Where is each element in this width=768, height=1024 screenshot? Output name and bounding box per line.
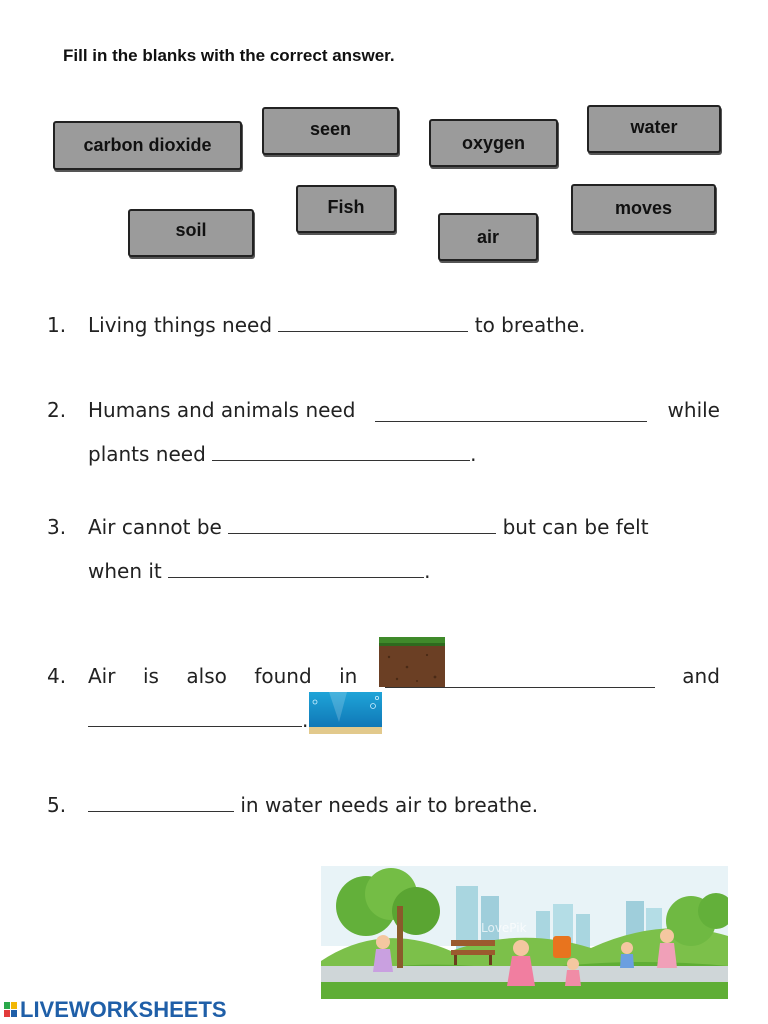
word-chip-carbon-dioxide[interactable]: carbon dioxide [53,121,242,170]
instruction-text: Fill in the blanks with the correct answer. [63,46,395,65]
question-2-line-1 [88,398,720,422]
answer-blank-5[interactable] [88,793,234,812]
logo-text: LIVEWORKSHEETS [20,997,227,1022]
soil-image [379,637,445,687]
question-text: plants need [88,442,206,466]
question-text: . [424,559,431,583]
question-number: 4. [47,664,67,688]
question-text: in water needs air to breathe. [240,793,539,817]
question-text: Air cannot be [88,515,222,539]
question-5 [88,793,538,817]
question-1 [88,313,585,337]
word-chip-moves[interactable]: moves [571,184,716,233]
answer-blank-4b[interactable] [88,708,302,727]
question-number: 2. [47,398,67,422]
question-text: also [186,664,227,688]
question-text: and [682,664,720,688]
question-text: is [142,664,159,688]
underwater-image [309,692,382,734]
logo-icon [4,1002,18,1018]
question-number: 3. [47,515,67,539]
question-text: . [470,442,477,466]
question-text: but can be felt [502,515,649,539]
answer-blank-2b[interactable] [212,442,470,461]
word-chip-fish[interactable]: Fish [296,185,396,233]
answer-blank-3b[interactable] [168,559,424,578]
question-3-line-2 [88,559,431,583]
answer-blank-1[interactable] [278,313,468,332]
word-chip-air[interactable]: air [438,213,538,261]
question-text: Living things need [88,313,273,337]
question-3-line-1 [88,515,649,539]
question-text: Humans and animals need [88,398,356,422]
question-2-line-2 [88,442,477,466]
question-number: 5. [47,793,67,817]
question-number: 1. [47,313,67,337]
question-text: in [339,664,358,688]
question-text: Air [88,664,116,688]
word-chip-soil[interactable]: soil [128,209,254,257]
question-text: to breathe. [474,313,586,337]
question-text: . [302,708,309,732]
watermark-text: LovePik [481,921,527,935]
question-text: found [254,664,312,688]
word-chip-seen[interactable]: seen [262,107,399,155]
park-illustration [321,866,728,999]
question-text: while [667,398,720,422]
answer-blank-2a[interactable] [375,403,647,422]
answer-blank-3a[interactable] [228,515,496,534]
question-4-line-2 [88,708,308,732]
word-chip-water[interactable]: water [587,105,721,153]
word-chip-oxygen[interactable]: oxygen [429,119,558,167]
liveworksheets-logo[interactable] [4,997,227,1023]
question-text: when it [88,559,162,583]
